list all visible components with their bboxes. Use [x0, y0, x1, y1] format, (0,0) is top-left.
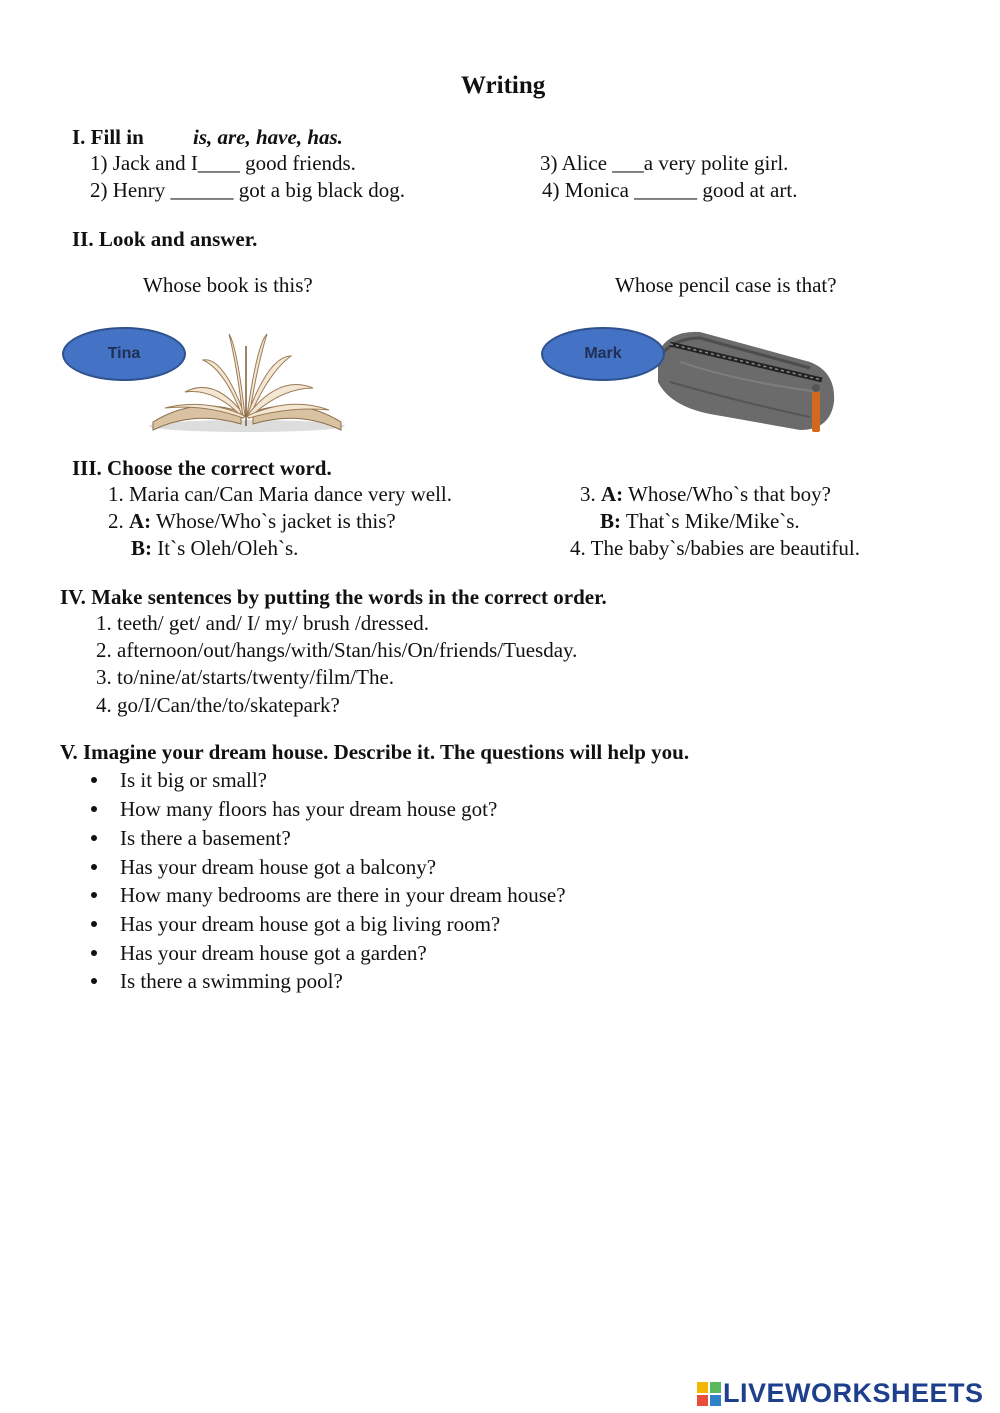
question-item: Has your dream house got a balcony? — [120, 855, 437, 879]
question-pencil-case: Whose pencil case is that? — [615, 273, 837, 297]
question-item: Is there a basement? — [120, 826, 291, 850]
name-label-tina: Tina — [62, 327, 186, 381]
item-number: 3. — [580, 482, 596, 506]
order-item: 1. teeth/ get/ and/ I/ my/ brush /dressed. — [96, 611, 430, 635]
choose-item-3-line-a — [580, 482, 831, 507]
fill-in-item: 3) Alice ___a very polite girl. — [540, 151, 789, 175]
section-4-heading: IV. Make sentences by putting the words in the correct order. — [60, 585, 607, 609]
question-item: Is there a swimming pool? — [120, 969, 343, 993]
choose-text: That`s Mike/Mike`s. — [625, 509, 800, 533]
liveworksheets-logo[interactable] — [697, 1378, 984, 1409]
bullet — [91, 950, 97, 956]
section-1-heading: I. Fill in — [72, 125, 144, 149]
item-number: 2. — [108, 509, 124, 533]
liveworksheets-logo-text: LIVEWORKSHEETS — [723, 1378, 984, 1408]
bullet — [91, 978, 97, 984]
question-item: Is it big or small? — [120, 768, 267, 792]
fill-in-item: 4) Monica ______ good at art. — [542, 178, 798, 202]
speaker-b: B: — [600, 509, 621, 533]
bullet — [91, 892, 97, 898]
bullet — [91, 864, 97, 870]
choose-item-2-line-a — [108, 509, 396, 534]
question-item: How many bedrooms are there in your dream house? — [120, 883, 566, 907]
choose-text: Whose/Who`s that boy? — [628, 482, 831, 506]
bullet — [91, 806, 97, 812]
question-item: How many floors has your dream house got? — [120, 797, 498, 821]
question-item: Has your dream house got a big living room? — [120, 912, 501, 936]
choose-item-2-line-b — [131, 536, 298, 561]
choose-text: It`s Oleh/Oleh`s. — [157, 536, 299, 560]
order-item: 4. go/I/Can/the/to/skatepark? — [96, 693, 340, 717]
liveworksheets-logo-icon — [697, 1382, 721, 1406]
section-3-heading: III. Choose the correct word. — [72, 456, 332, 480]
bullet — [91, 777, 97, 783]
order-item: 3. to/nine/at/starts/twenty/film/The. — [96, 665, 395, 689]
speaker-a: A: — [129, 509, 152, 533]
name-label-mark: Mark — [541, 327, 665, 381]
choose-text: Whose/Who`s jacket is this? — [156, 509, 396, 533]
question-book: Whose book is this? — [143, 273, 313, 297]
section-2-heading: II. Look and answer. — [72, 227, 258, 251]
choose-item-3-line-b — [600, 509, 800, 534]
bullet — [91, 835, 97, 841]
speaker-a: A: — [601, 482, 624, 506]
choose-item-1: 1. Maria can/Can Maria dance very well. — [108, 482, 453, 506]
fill-in-item: 2) Henry ______ got a big black dog. — [90, 178, 405, 202]
bullet — [91, 921, 97, 927]
speaker-b: B: — [131, 536, 152, 560]
fill-in-item: 1) Jack and I____ good friends. — [90, 151, 356, 175]
pencil-case-image — [640, 322, 840, 436]
section-5-heading: V. Imagine your dream house. Describe it. The questions will help you. — [60, 740, 690, 764]
choose-item-4: 4. The baby`s/babies are beautiful. — [570, 536, 861, 560]
section-1-words: is, are, have, has. — [193, 125, 343, 149]
order-item: 2. afternoon/out/hangs/with/Stan/his/On/friends/Tuesday. — [96, 638, 578, 662]
page-title: Writing — [461, 72, 546, 99]
question-item: Has your dream house got a garden? — [120, 941, 427, 965]
